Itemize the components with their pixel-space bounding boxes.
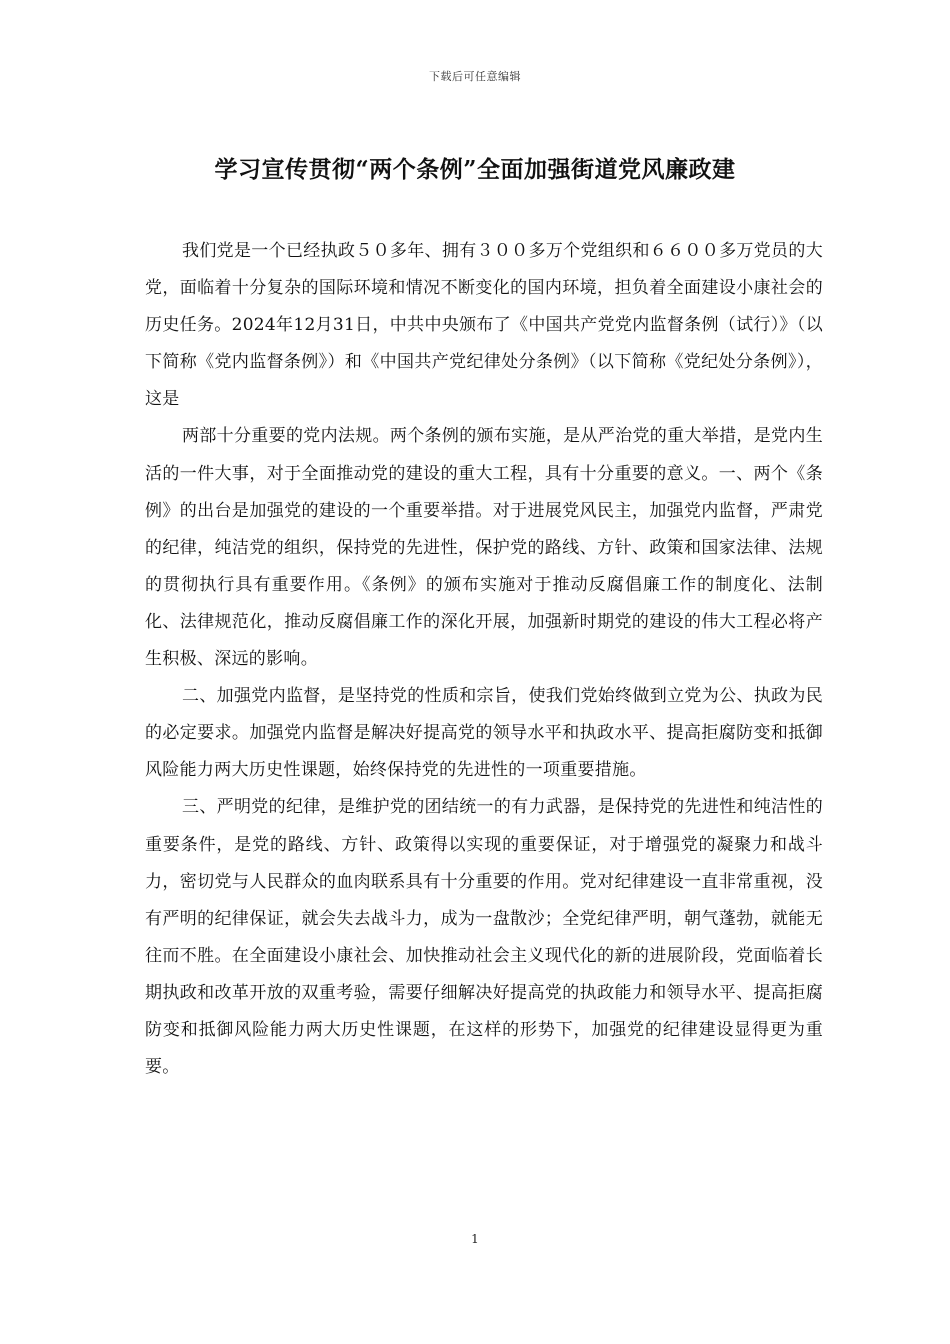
document-title: 学习宣传贯彻“两个条例”全面加强街道党风廉政建 [214, 156, 736, 183]
page-number: 1 [471, 1232, 479, 1246]
paragraph: 二、加强党内监督，是坚持党的性质和宗旨，使我们党始终做到立党为公、执政为民的必定要求。加强党内监督是解决好提高党的领导水平和执政水平、提高拒腐防变和抵御风险能力两大历史性课题，始终保持党的先进性的一项重要措施。 [145, 686, 823, 781]
paragraph: 三、严明党的纪律，是维护党的团结统一的有力武器，是保持党的先进性和纯洁性的重要条件，是党的路线、方针、政策得以实现的重要保证，对于增强党的凝聚力和战斗力，密切党与人民群众的血肉联系具有十分重要的作用。党对纪律建设一直非常重视，没有严明的纪律保证，就会失去战斗力，成为一盘散沙；全党纪律严明，朝气蓬勃，就能无往而不胜。在全面建设小康社会、加快推动社会主义现代化的新的进展阶段，党面临着长期执政和改革开放的双重考验，需要仔细解决好提高党的执政能力和领导水平、提高拒腐防变和抵御风险能力两大历史性课题，在这样的形势下，加强党的纪律建设显得更为重要。 [145, 797, 823, 1078]
header-note: 下载后可任意编辑 [429, 70, 521, 83]
paragraph: 两部十分重要的党内法规。两个条例的颁布实施，是从严治党的重大举措，是党内生活的一件大事，对于全面推动党的建设的重大工程，具有十分重要的意义。一、两个《条例》的出台是加强党的建设的一个重要举措。对于进展党风民主，加强党内监督，严肃党的纪律，纯洁党的组织，保持党的先进性，保护党的路线、方针、政策和国家法律、法规的贯彻执行具有重要作用。《条例》的颁布实施对于推动反腐倡廉工作的制度化、法制化、法律规范化，推动反腐倡廉工作的深化开展，加强新时期党的建设的伟大工程必将产生积极、深远的影响。 [145, 426, 823, 670]
document-body [145, 233, 823, 1086]
paragraph: 我们党是一个已经执政５０多年、拥有３００多万个党组织和６６００多万党员的大党，面临着十分复杂的国际环境和情况不断变化的国内环境，担负着全面建设小康社会的历史任务。2024年12月31日，中共中央颁布了《中国共产党党内监督条例（试行）》（以下简称《党内监督条例》）和《中国共产党纪律处分条例》（以下简称《党纪处分条例》），这是 [145, 241, 823, 410]
